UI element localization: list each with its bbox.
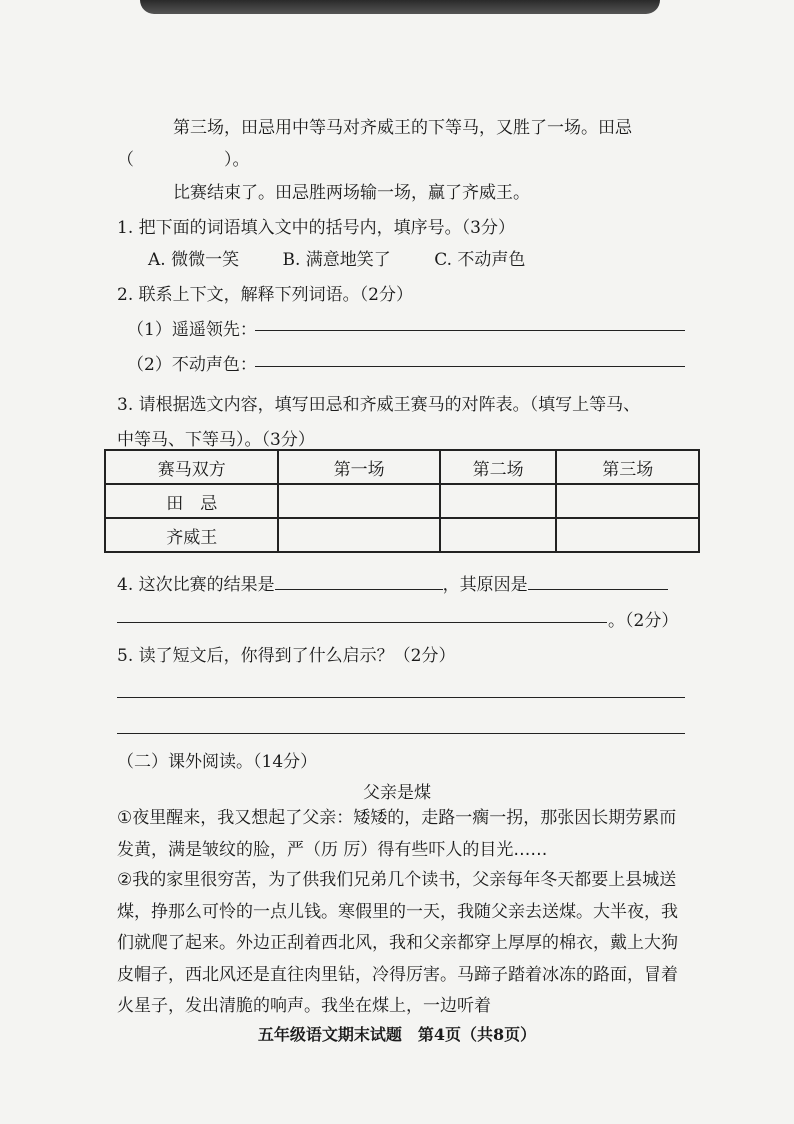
answer-cell[interactable] <box>278 484 439 518</box>
answer-line-q5-2[interactable] <box>117 733 685 734</box>
option-b: B. 满意地笑了 <box>282 250 391 270</box>
question-4-prefix: 4. 这次比赛的结果是 <box>117 575 275 595</box>
question-5-prompt: 5. 读了短文后，你得到了什么启示？（2分） <box>117 646 456 666</box>
question-4-middle: ，其原因是 <box>442 575 528 595</box>
page-footer: 五年级语文期末试题 第4页（共8页） <box>257 1025 537 1044</box>
row-label-tianji: 田 忌 <box>105 484 278 518</box>
question-1-prompt: 1. 把下面的词语填入文中的括号内，填序号。（3分） <box>117 218 515 238</box>
answer-line-q4-reason-a[interactable] <box>528 573 668 590</box>
table-header: 第三场 <box>556 450 699 484</box>
question-2-item-2: （2）不动声色： <box>127 355 257 375</box>
question-1-options <box>148 245 563 270</box>
question-3-prompt-2: 中等马、下等马）。（3分） <box>117 430 315 450</box>
table-row <box>105 484 699 518</box>
question-2-prompt: 2. 联系上下文，解释下列词语。（2分） <box>117 285 413 305</box>
answer-line-q2-2[interactable] <box>255 366 685 367</box>
match-table <box>104 449 700 553</box>
answer-cell[interactable] <box>440 484 557 518</box>
blank-close-paren: ）。 <box>224 150 250 170</box>
answer-cell[interactable] <box>440 518 557 552</box>
answer-line-q5-1[interactable] <box>117 697 685 698</box>
option-c: C. 不动声色 <box>434 250 526 270</box>
passage-paragraph-1: ①夜里醒来，我又想起了父亲：矮矮的，走路一瘸一拐，那张因长期劳累而发黄，满是皱纹的脸，严（历 厉）得有些吓人的目光…… <box>117 808 677 860</box>
table-header: 赛马双方 <box>105 450 278 484</box>
answer-cell[interactable] <box>556 518 699 552</box>
table-header: 第二场 <box>440 450 557 484</box>
section-2-heading: （二）课外阅读。（14分） <box>117 752 318 772</box>
question-4-line <box>117 570 668 595</box>
answer-cell[interactable] <box>278 518 439 552</box>
table-header: 第一场 <box>278 450 439 484</box>
table-header-row <box>105 450 699 484</box>
table-row <box>105 518 699 552</box>
row-label-qiweiwang: 齐威王 <box>105 518 278 552</box>
option-a: A. 微微一笑 <box>148 250 240 270</box>
answer-cell[interactable] <box>556 484 699 518</box>
answer-line-q2-1[interactable] <box>255 330 685 331</box>
story-line-3: 比赛结束了。田忌胜两场输一场，赢了齐威王。 <box>173 183 530 203</box>
blank-open-paren: （ <box>117 150 134 170</box>
question-2-item-1: （1）遥遥领先： <box>127 320 257 340</box>
answer-line-q4-result[interactable] <box>275 573 443 590</box>
story-line-2 <box>117 145 250 170</box>
question-3-prompt-1: 3. 请根据选文内容，填写田忌和齐威王赛马的对阵表。（填写上等马、 <box>117 395 641 415</box>
passage-title: 父亲是煤 <box>363 783 431 803</box>
question-4-suffix: 。（2分） <box>608 611 679 631</box>
answer-line-q4-reason-b[interactable] <box>117 622 607 623</box>
passage-paragraph-2: ②我的家里很穷苦，为了供我们兄弟几个读书，父亲每年冬天都要上县城送煤，挣那么可怜的一点儿钱。寒假里的一天，我随父亲去送煤。大半夜，我们就爬了起来。外边正刮着西北风，我和父亲都穿上厚厚的棉衣，戴上大狗皮帽子，西北风还是直往肉里钻，冷得厉害。马蹄子踏着冰冻的路面，冒着火星子，发出清脆的响声。我坐在煤上，一边听着 <box>117 870 678 1016</box>
story-line-1: 第三场，田忌用中等马对齐威王的下等马，又胜了一场。田忌 <box>173 118 632 138</box>
